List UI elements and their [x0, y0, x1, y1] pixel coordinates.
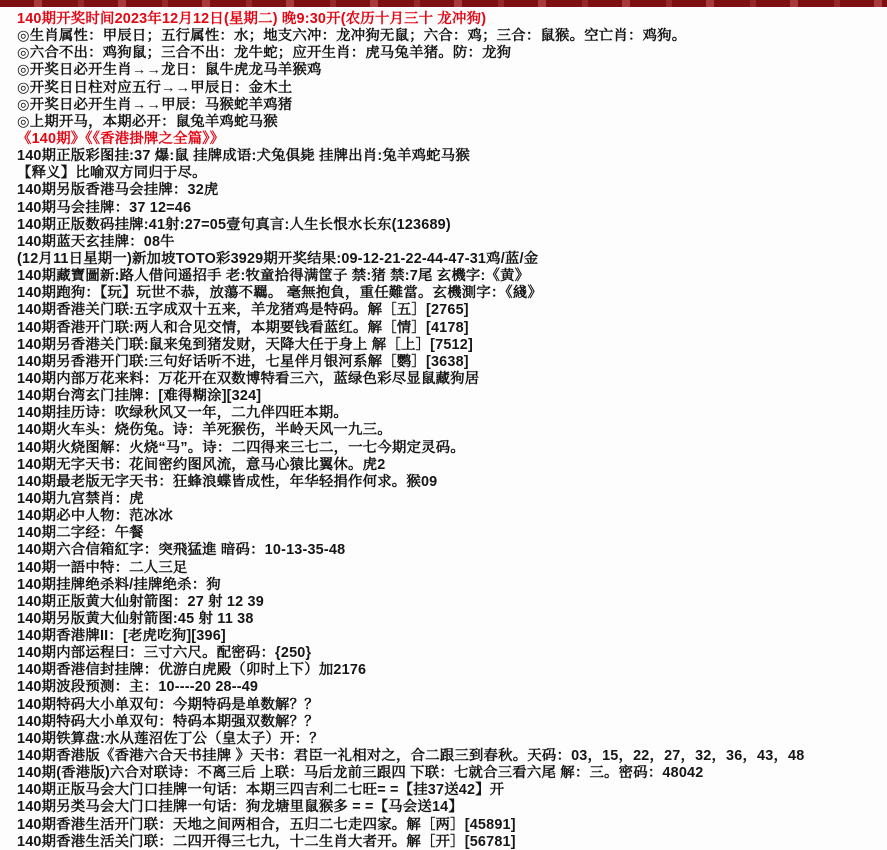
text-line: 【释义】比喻双方同归于尽。 — [17, 165, 207, 182]
text-line: 140期二字经：午餐 — [17, 525, 144, 542]
top-red-bar — [0, 0, 887, 7]
text-line: 140期另香港开门联:三句好话听不进，七星伴月银河系解［鹦］[3638] — [17, 353, 469, 370]
text-line: 140期另香港关门联:鼠来兔到猪发财，天降大任于身上 解［上］[7512] — [17, 336, 473, 353]
text-line: 140期另类马会大门口挂牌一句话：狗龙塘里鼠猴多 = =【马会送14】 — [17, 799, 463, 816]
text-line: 140期台湾玄门挂牌：[难得糊涂][324] — [17, 388, 262, 405]
text-line: 140期特码大小单双句：今期特码是单数解？？ — [17, 696, 319, 713]
text-line: 140期(香港版)六合对联诗：不离三后 上联：马后龙前三跟四 下联：七就合三看六尾 解：三。密码：48042 — [17, 765, 704, 782]
text-line: 140期一語中特：二人三足 — [17, 559, 188, 576]
text-line: 140期正版数码挂牌:41射:27=05壹句真言:人生长恨水长东(123689) — [17, 216, 451, 233]
text-line: 140期香港生活开门联：天地之间两相合，五归二七走四家。解［两］[45891] — [17, 816, 516, 833]
text-line: ◎开奖日必开生肖→→甲辰：马猴蛇羊鸡猪 — [17, 96, 293, 113]
text-line: 140期蓝天玄挂牌：08牛 — [17, 233, 175, 250]
text-line: 140期波段预测：主：10----20 28--49 — [17, 679, 259, 696]
text-line: 140期马会挂牌：37 12=46 — [17, 199, 192, 216]
text-line: ◎生肖属性：甲辰日；五行属性：水；地支六冲：龙冲狗无鼠；六合：鸡；三合：鼠猴。空亡肖：鸡狗。 — [17, 28, 687, 45]
text-line: 140期另版香港马会挂牌：32虎 — [17, 182, 219, 199]
text-line: ◎开奖日必开生肖→→龙日：鼠牛虎龙马羊猴鸡 — [17, 62, 322, 79]
text-line: 140期九宫禁肖：虎 — [17, 490, 144, 507]
text-line: 140期挂牌绝杀料/挂牌绝杀：狗 — [17, 576, 221, 593]
text-line: 《140期》《《香港掛牌之全篇》》 — [17, 130, 225, 147]
lines-container — [0, 7, 887, 850]
text-line: ◎上期开马，本期必开：鼠兔羊鸡蛇马猴 — [17, 113, 278, 130]
text-line: 140期香港开门联:两人和合见交情，本期要钱看蓝红。解［情］[4178] — [17, 319, 469, 336]
text-line: 140期内部万花来料：万花开在双数博特看三六，蓝绿色彩尽显鼠藏狗居 — [17, 370, 480, 387]
text-line: 140期无字天书：花间密约图风流，意马心猿比翼休。虎2 — [17, 456, 386, 473]
text-line: 140期香港关门联:五字成双十五来，羊龙猪鸡是特码。解［五］[2765] — [17, 302, 469, 319]
text-line: 140期六合信箱紅字：突飛猛進 暗码：10-13-35-48 — [17, 542, 346, 559]
text-line: 140期内部运程曰：三寸六尺。配密码：{250} — [17, 645, 312, 662]
text-line: 140期藏寶圖新:路人借问遥招手 老:牧童拾得满筐子 禁:猪 禁:7尾 玄機字:《黄》 — [17, 268, 530, 285]
text-line: 140期最老版无字天书：狂蜂浪蝶皆成性，年华轻捐作何求。猴09 — [17, 473, 438, 490]
text-line: ◎开奖日日柱对应五行→→甲辰日：金木土 — [17, 79, 293, 96]
text-line: 140期香港牌II：[老虎吃狗][396] — [17, 628, 226, 645]
text-line: ◎六合不出：鸡狗鼠；三合不出：龙牛蛇；应开生肖：虎马兔羊猪。防：龙狗 — [17, 45, 512, 62]
text-line: 140期特码大小单双句：特码本期强双数解？？ — [17, 713, 319, 730]
text-line: 140期火烧图解：火烧“马”。诗：二四得来三七二，一七今期定灵码。 — [17, 439, 465, 456]
text-line: 140期正版彩图挂:37 爆:鼠 挂牌成语:犬兔俱毙 挂牌出肖:兔羊鸡蛇马猴 — [17, 148, 470, 165]
text-line: 140期香港生活关门联：二四开得三七九，十二生肖大者开。解［开］[56781] — [17, 833, 516, 850]
text-line: 140期香港信封挂牌：优游白虎殿（卯时上下）加2176 — [17, 662, 367, 679]
text-line: 140期正版黄大仙射箭图：27 射 12 39 — [17, 593, 264, 610]
text-line: 140期香港版《香港六合天书挂牌 》天书：君臣一礼相对之，合二跟三到春秋。天码：03，15，22，27，32，36，43，48 — [17, 748, 805, 765]
text-line: 140期火车头：烧伤兔。诗：羊死猴伤，半岭天风一九三。 — [17, 422, 392, 439]
text-line: 140期铁算盘:水从莲沼佐丁公（皇太子）开：？ — [17, 730, 324, 747]
text-line: 140期正版马会大门口挂牌一句话：本期三四吉利二七旺= =【挂37送42】开 — [17, 782, 505, 799]
text-line: 140期跑狗：【玩】玩世不恭，放蕩不羈。 毫無抱負，重任難當。玄機測字：《綫》 — [17, 285, 543, 302]
text-line: 140期挂历诗：吹绿秋风又一年，二九伴四旺本期。 — [17, 405, 349, 422]
text-line: (12月11日星期一)新加坡TOTO彩3929期开奖结果:09-12-21-22-44-47-31鸡/蓝/金 — [17, 250, 539, 267]
text-line: 140期另版黄大仙射箭图:45 射 11 38 — [17, 610, 254, 627]
text-line: 140期开奖时间2023年12月12日(星期二) 晚9:30开(农历十月三十 龙冲狗) — [17, 11, 487, 27]
text-line: 140期必中人物：范冰冰 — [17, 508, 173, 525]
